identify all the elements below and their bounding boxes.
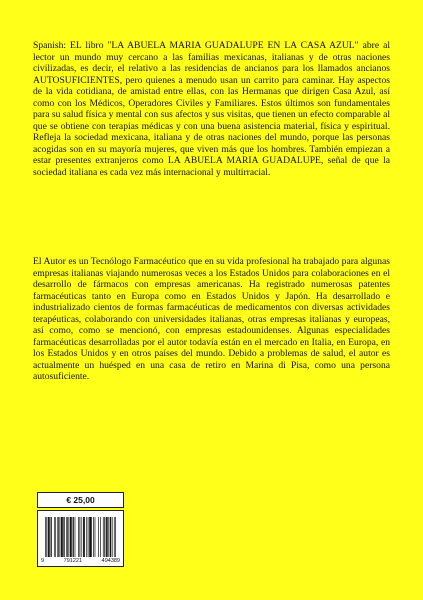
barcode-bar xyxy=(90,517,91,557)
synopsis-paragraph: Spanish: EL libro "LA ABUELA MARIA GUADALUPE EN LA CASA AZUL" abre al lector un mundo muy cercano a las familias mexicanas, italianas y de otras naciones civilizadas, es decir, el relativo a las residencias de ancianos para los llamados ancianos AUTOSUFICIENTES, pero quienes a menudo usan un carrito para caminar. Hay aspectos de la vida cotidiana, de amistad entre ellas, con las Hermanas que dirigen Casa Azul, así como con los Médicos, Operadores Civiles y Familiares. Estos últimos son fundamentales para su salud física y mental con sus afectos y sus visitas, que tienen un efecto comparable al que se obtiene con terapias médicas y con una buena asistencia material, física y espiritual. Refleja la sociedad mexicana, italiana y de otras naciones del mundo, porque las personas acogidas son en su mayoría mujeres, que viven más que los hombres. También empiezan a estar presentes extranjeros como LA ABUELA MARIA GUADALUPE, señal de que la sociedad italiana es cada vez más internacional y multirracial. xyxy=(33,40,390,178)
barcode-bar xyxy=(51,517,52,557)
barcode-bar xyxy=(67,517,68,557)
barcode-bar xyxy=(61,517,62,557)
barcode-bar xyxy=(106,517,107,557)
barcode-bar xyxy=(63,517,64,557)
barcode-bar xyxy=(84,517,85,557)
barcode-bar xyxy=(45,517,46,557)
barcode-bar xyxy=(73,517,74,557)
barcode-bar xyxy=(88,517,89,557)
barcode-bar xyxy=(103,517,104,557)
barcode-bar xyxy=(51,517,52,557)
barcode-bar xyxy=(95,517,96,557)
barcode-bar xyxy=(78,517,79,557)
barcode-first-digit: 9 xyxy=(41,558,45,564)
barcode-bar xyxy=(71,517,72,557)
barcode-bar xyxy=(84,517,85,557)
barcode-bar xyxy=(112,517,113,557)
barcode-bar xyxy=(73,517,74,557)
barcode-bar xyxy=(81,517,82,557)
barcode-bar xyxy=(49,517,50,557)
barcode-bar xyxy=(110,517,111,557)
barcode-bar xyxy=(48,517,49,557)
barcode-bar xyxy=(70,517,71,557)
barcode-bar xyxy=(64,517,65,557)
barcode-bar xyxy=(115,517,116,557)
barcode-bar xyxy=(62,517,63,557)
barcode-right-group: 494389 xyxy=(101,558,120,564)
barcode-bar xyxy=(75,517,76,557)
barcode-bar xyxy=(66,517,67,557)
barcode-bar xyxy=(79,517,80,557)
barcode-bar xyxy=(54,517,55,557)
barcode-bar xyxy=(68,517,69,557)
barcode-bar xyxy=(106,517,107,557)
barcode-bar xyxy=(114,517,115,557)
barcode-digits xyxy=(38,558,123,564)
barcode-bar xyxy=(62,517,63,557)
barcode-bar xyxy=(91,517,92,557)
barcode-bar xyxy=(110,517,111,557)
barcode-bar xyxy=(91,517,92,557)
barcode-bar xyxy=(108,517,109,557)
barcode-left-group: 791221 xyxy=(63,558,83,564)
barcode-bar xyxy=(48,517,49,557)
author-bio-paragraph: El Autor es un Tecnólogo Farmacéutico que en su vida profesional ha trabajado para algunas empresas italianas viajando numerosas veces a los Estados Unidos para colaboraciones en el desarrollo de fármacos con empresas americanas. Ha registrado numerosas patentes farmacéuticas tanto en Europa como en Estados Unidos y Japón. Ha desarrollado e industrializado cientos de formas farmacéuticas de medicamentos con diversas actividades terapéuticas, colaborando con universidades italianas, otras empresas italianas y europeas, así como, como se mencionó, con empresas estadounidenses. Algunas especialidades farmacéuticas desarrolladas por el autor todavía están en el mercado en Italia, en Europa, en los Estados Unidos y en otros países del mundo. Debido a problemas de salud, el autor es actualmente un huésped en una casa de retiro en Marina di Pisa, como una persona autosuficiente. xyxy=(33,256,390,382)
barcode-bar xyxy=(71,517,72,557)
barcode-bar xyxy=(59,517,60,557)
barcode-bar xyxy=(93,517,94,557)
barcode-bar xyxy=(55,517,56,557)
barcode-bar xyxy=(89,517,90,557)
barcode-bar xyxy=(57,517,58,557)
barcode-bar xyxy=(46,517,47,557)
barcode-bar xyxy=(107,517,108,557)
barcode-bar xyxy=(83,517,84,557)
barcode-bar xyxy=(86,517,87,557)
barcode-bar xyxy=(98,517,99,557)
barcode-bar xyxy=(104,517,105,557)
barcode-bar xyxy=(58,517,59,557)
price-label: € 25,00 xyxy=(37,492,124,508)
barcode-bar xyxy=(100,517,101,557)
barcode xyxy=(37,510,124,567)
